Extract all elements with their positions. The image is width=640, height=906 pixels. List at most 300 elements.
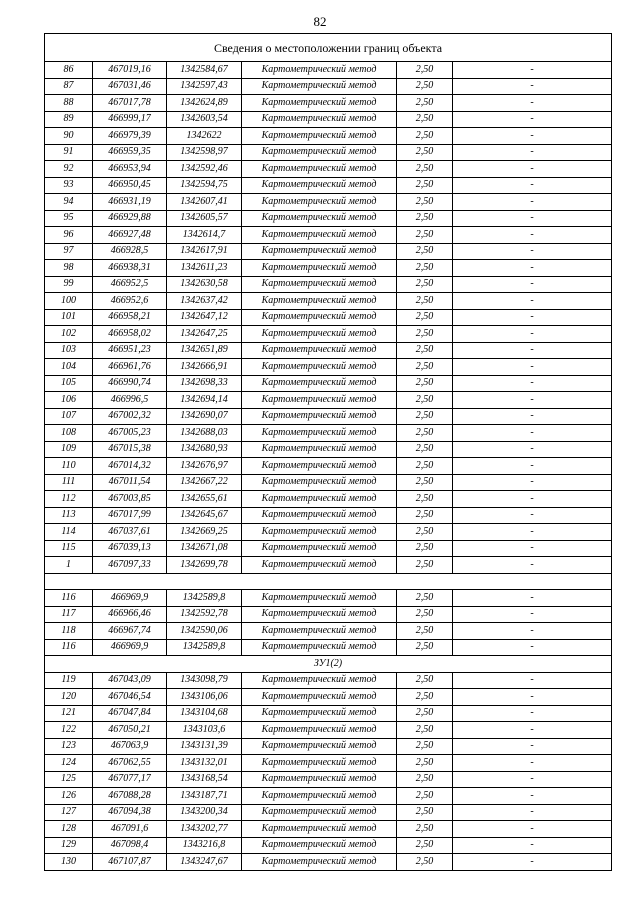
accuracy-cell: 2,50 <box>397 788 453 805</box>
coord-y-cell: 1342594,75 <box>167 177 242 194</box>
note-cell: - <box>453 227 612 244</box>
coord-y-cell: 1343202,77 <box>167 821 242 838</box>
point-number-cell: 109 <box>45 441 93 458</box>
coord-x-cell: 467062,55 <box>93 755 167 772</box>
note-cell: - <box>453 425 612 442</box>
coord-x-cell: 467017,99 <box>93 507 167 524</box>
point-number-cell: 105 <box>45 375 93 392</box>
note-cell: - <box>453 755 612 772</box>
coord-y-cell: 1342614,7 <box>167 227 242 244</box>
section-header-row <box>45 656 612 673</box>
method-cell: Картометрический метод <box>242 639 397 656</box>
table-row <box>45 194 612 211</box>
accuracy-cell: 2,50 <box>397 144 453 161</box>
coord-x-cell: 466952,6 <box>93 293 167 310</box>
method-cell: Картометрический метод <box>242 507 397 524</box>
table-row <box>45 359 612 376</box>
table-title-row <box>45 34 612 62</box>
accuracy-cell: 2,50 <box>397 804 453 821</box>
table-row <box>45 392 612 409</box>
coord-x-cell: 466969,9 <box>93 590 167 607</box>
table-row <box>45 837 612 854</box>
table-row <box>45 524 612 541</box>
point-number-cell: 112 <box>45 491 93 508</box>
coord-x-cell: 467043,09 <box>93 672 167 689</box>
coord-x-cell: 466959,35 <box>93 144 167 161</box>
accuracy-cell: 2,50 <box>397 672 453 689</box>
note-cell: - <box>453 722 612 739</box>
accuracy-cell: 2,50 <box>397 441 453 458</box>
note-cell: - <box>453 177 612 194</box>
note-cell: - <box>453 78 612 95</box>
accuracy-cell: 2,50 <box>397 243 453 260</box>
accuracy-cell: 2,50 <box>397 738 453 755</box>
coord-y-cell: 1343104,68 <box>167 705 242 722</box>
method-cell: Картометрический метод <box>242 111 397 128</box>
point-number-cell: 116 <box>45 639 93 656</box>
note-cell: - <box>453 408 612 425</box>
method-cell: Картометрический метод <box>242 177 397 194</box>
accuracy-cell: 2,50 <box>397 194 453 211</box>
method-cell: Картометрический метод <box>242 755 397 772</box>
coord-y-cell: 1342605,57 <box>167 210 242 227</box>
accuracy-cell: 2,50 <box>397 62 453 79</box>
coord-x-cell: 466938,31 <box>93 260 167 277</box>
method-cell: Картометрический метод <box>242 590 397 607</box>
coord-x-cell: 466979,39 <box>93 128 167 145</box>
method-cell: Картометрический метод <box>242 326 397 343</box>
coord-x-cell: 466996,5 <box>93 392 167 409</box>
note-cell: - <box>453 95 612 112</box>
table-row <box>45 326 612 343</box>
method-cell: Картометрический метод <box>242 557 397 574</box>
coord-y-cell: 1343106,06 <box>167 689 242 706</box>
note-cell: - <box>453 557 612 574</box>
method-cell: Картометрический метод <box>242 161 397 178</box>
coord-y-cell: 1343103,6 <box>167 722 242 739</box>
note-cell: - <box>453 524 612 541</box>
coord-x-cell: 466958,02 <box>93 326 167 343</box>
accuracy-cell: 2,50 <box>397 821 453 838</box>
point-number-cell: 87 <box>45 78 93 95</box>
coord-x-cell: 467011,54 <box>93 474 167 491</box>
table-row <box>45 260 612 277</box>
coord-y-cell: 1342699,78 <box>167 557 242 574</box>
accuracy-cell: 2,50 <box>397 210 453 227</box>
accuracy-cell: 2,50 <box>397 326 453 343</box>
method-cell: Картометрический метод <box>242 458 397 475</box>
accuracy-cell: 2,50 <box>397 474 453 491</box>
method-cell: Картометрический метод <box>242 342 397 359</box>
table-row <box>45 689 612 706</box>
coord-x-cell: 467003,85 <box>93 491 167 508</box>
note-cell: - <box>453 738 612 755</box>
point-number-cell: 101 <box>45 309 93 326</box>
accuracy-cell: 2,50 <box>397 837 453 854</box>
table-row <box>45 408 612 425</box>
coord-y-cell: 1342669,25 <box>167 524 242 541</box>
table-body <box>45 34 612 871</box>
point-number-cell: 128 <box>45 821 93 838</box>
coord-x-cell: 467050,21 <box>93 722 167 739</box>
coord-x-cell: 467077,17 <box>93 771 167 788</box>
method-cell: Картометрический метод <box>242 788 397 805</box>
coord-y-cell: 1343168,54 <box>167 771 242 788</box>
table-row <box>45 557 612 574</box>
note-cell: - <box>453 672 612 689</box>
accuracy-cell: 2,50 <box>397 227 453 244</box>
table-row <box>45 639 612 656</box>
coord-x-cell: 467047,84 <box>93 705 167 722</box>
method-cell: Картометрический метод <box>242 293 397 310</box>
accuracy-cell: 2,50 <box>397 78 453 95</box>
note-cell: - <box>453 144 612 161</box>
note-cell: - <box>453 474 612 491</box>
coord-y-cell: 1342598,97 <box>167 144 242 161</box>
coord-y-cell: 1342694,14 <box>167 392 242 409</box>
accuracy-cell: 2,50 <box>397 623 453 640</box>
coord-y-cell: 1342584,67 <box>167 62 242 79</box>
coord-x-cell: 466929,88 <box>93 210 167 227</box>
method-cell: Картометрический метод <box>242 359 397 376</box>
point-number-cell: 127 <box>45 804 93 821</box>
coord-x-cell: 466999,17 <box>93 111 167 128</box>
table-row <box>45 144 612 161</box>
table-row <box>45 804 612 821</box>
coord-y-cell: 1343216,8 <box>167 837 242 854</box>
accuracy-cell: 2,50 <box>397 95 453 112</box>
note-cell: - <box>453 111 612 128</box>
accuracy-cell: 2,50 <box>397 161 453 178</box>
coord-x-cell: 467031,46 <box>93 78 167 95</box>
point-number-cell: 121 <box>45 705 93 722</box>
method-cell: Картометрический метод <box>242 738 397 755</box>
method-cell: Картометрический метод <box>242 425 397 442</box>
table-row <box>45 177 612 194</box>
method-cell: Картометрический метод <box>242 128 397 145</box>
coord-x-cell: 466931,19 <box>93 194 167 211</box>
note-cell: - <box>453 342 612 359</box>
coord-y-cell: 1343247,67 <box>167 854 242 871</box>
coord-y-cell: 1342622 <box>167 128 242 145</box>
table-row <box>45 738 612 755</box>
accuracy-cell: 2,50 <box>397 557 453 574</box>
method-cell: Картометрический метод <box>242 722 397 739</box>
method-cell: Картометрический метод <box>242 309 397 326</box>
table-row <box>45 309 612 326</box>
coord-y-cell: 1342617,91 <box>167 243 242 260</box>
coord-y-cell: 1342655,61 <box>167 491 242 508</box>
coord-x-cell: 467063,9 <box>93 738 167 755</box>
method-cell: Картометрический метод <box>242 441 397 458</box>
table-row <box>45 771 612 788</box>
coord-x-cell: 467002,32 <box>93 408 167 425</box>
accuracy-cell: 2,50 <box>397 260 453 277</box>
point-number-cell: 111 <box>45 474 93 491</box>
accuracy-cell: 2,50 <box>397 293 453 310</box>
accuracy-cell: 2,50 <box>397 507 453 524</box>
method-cell: Картометрический метод <box>242 95 397 112</box>
coord-y-cell: 1342647,25 <box>167 326 242 343</box>
accuracy-cell: 2,50 <box>397 689 453 706</box>
method-cell: Картометрический метод <box>242 524 397 541</box>
coord-x-cell: 467088,28 <box>93 788 167 805</box>
point-number-cell: 117 <box>45 606 93 623</box>
point-number-cell: 98 <box>45 260 93 277</box>
point-number-cell: 116 <box>45 590 93 607</box>
point-number-cell: 120 <box>45 689 93 706</box>
note-cell: - <box>453 507 612 524</box>
table-row <box>45 293 612 310</box>
note-cell: - <box>453 458 612 475</box>
boundary-coordinates-table <box>44 33 612 871</box>
point-number-cell: 119 <box>45 672 93 689</box>
table-row <box>45 128 612 145</box>
note-cell: - <box>453 359 612 376</box>
note-cell: - <box>453 606 612 623</box>
table-row <box>45 722 612 739</box>
note-cell: - <box>453 689 612 706</box>
table-row <box>45 507 612 524</box>
page-number: 82 <box>313 14 327 29</box>
coord-y-cell: 1342589,8 <box>167 590 242 607</box>
coord-x-cell: 467015,38 <box>93 441 167 458</box>
coord-x-cell: 466950,45 <box>93 177 167 194</box>
note-cell: - <box>453 210 612 227</box>
note-cell: - <box>453 821 612 838</box>
coord-y-cell: 1342667,22 <box>167 474 242 491</box>
note-cell: - <box>453 260 612 277</box>
accuracy-cell: 2,50 <box>397 524 453 541</box>
note-cell: - <box>453 441 612 458</box>
point-number-cell: 1 <box>45 557 93 574</box>
method-cell: Картометрический метод <box>242 705 397 722</box>
note-cell: - <box>453 854 612 871</box>
table-row <box>45 227 612 244</box>
note-cell: - <box>453 243 612 260</box>
accuracy-cell: 2,50 <box>397 540 453 557</box>
coord-x-cell: 467037,61 <box>93 524 167 541</box>
section-label <box>45 573 612 590</box>
point-number-cell: 122 <box>45 722 93 739</box>
note-cell: - <box>453 375 612 392</box>
table-row <box>45 161 612 178</box>
table-row <box>45 474 612 491</box>
point-number-cell: 90 <box>45 128 93 145</box>
coord-y-cell: 1342630,58 <box>167 276 242 293</box>
method-cell: Картометрический метод <box>242 62 397 79</box>
coord-x-cell: 466958,21 <box>93 309 167 326</box>
coord-x-cell: 466953,94 <box>93 161 167 178</box>
point-number-cell: 96 <box>45 227 93 244</box>
accuracy-cell: 2,50 <box>397 408 453 425</box>
point-number-cell: 91 <box>45 144 93 161</box>
coord-y-cell: 1342698,33 <box>167 375 242 392</box>
point-number-cell: 94 <box>45 194 93 211</box>
accuracy-cell: 2,50 <box>397 458 453 475</box>
point-number-cell: 118 <box>45 623 93 640</box>
accuracy-cell: 2,50 <box>397 755 453 772</box>
coord-y-cell: 1342607,41 <box>167 194 242 211</box>
coord-y-cell: 1342603,54 <box>167 111 242 128</box>
separator-row <box>45 573 612 590</box>
accuracy-cell: 2,50 <box>397 590 453 607</box>
table-row <box>45 540 612 557</box>
note-cell: - <box>453 62 612 79</box>
table-row <box>45 375 612 392</box>
coord-y-cell: 1342590,06 <box>167 623 242 640</box>
coord-x-cell: 467046,54 <box>93 689 167 706</box>
coord-x-cell: 466927,48 <box>93 227 167 244</box>
coord-y-cell: 1342597,43 <box>167 78 242 95</box>
coord-y-cell: 1342680,93 <box>167 441 242 458</box>
coord-x-cell: 467098,4 <box>93 837 167 854</box>
coord-y-cell: 1342671,08 <box>167 540 242 557</box>
point-number-cell: 100 <box>45 293 93 310</box>
accuracy-cell: 2,50 <box>397 491 453 508</box>
point-number-cell: 88 <box>45 95 93 112</box>
coord-y-cell: 1342690,07 <box>167 408 242 425</box>
note-cell: - <box>453 293 612 310</box>
coord-y-cell: 1342645,67 <box>167 507 242 524</box>
coord-y-cell: 1342688,03 <box>167 425 242 442</box>
table-row <box>45 62 612 79</box>
accuracy-cell: 2,50 <box>397 392 453 409</box>
method-cell: Картометрический метод <box>242 672 397 689</box>
point-number-cell: 126 <box>45 788 93 805</box>
note-cell: - <box>453 590 612 607</box>
coord-y-cell: 1343131,39 <box>167 738 242 755</box>
point-number-cell: 92 <box>45 161 93 178</box>
method-cell: Картометрический метод <box>242 623 397 640</box>
method-cell: Картометрический метод <box>242 194 397 211</box>
coord-x-cell: 467094,38 <box>93 804 167 821</box>
method-cell: Картометрический метод <box>242 210 397 227</box>
method-cell: Картометрический метод <box>242 837 397 854</box>
note-cell: - <box>453 837 612 854</box>
note-cell: - <box>453 309 612 326</box>
coord-x-cell: 466928,5 <box>93 243 167 260</box>
point-number-cell: 115 <box>45 540 93 557</box>
point-number-cell: 129 <box>45 837 93 854</box>
accuracy-cell: 2,50 <box>397 705 453 722</box>
table-row <box>45 458 612 475</box>
method-cell: Картометрический метод <box>242 392 397 409</box>
coord-x-cell: 467005,23 <box>93 425 167 442</box>
table-row <box>45 210 612 227</box>
point-number-cell: 125 <box>45 771 93 788</box>
coord-x-cell: 467017,78 <box>93 95 167 112</box>
method-cell: Картометрический метод <box>242 854 397 871</box>
point-number-cell: 99 <box>45 276 93 293</box>
coord-y-cell: 1343200,34 <box>167 804 242 821</box>
coord-y-cell: 1343098,79 <box>167 672 242 689</box>
method-cell: Картометрический метод <box>242 260 397 277</box>
coord-x-cell: 467039,13 <box>93 540 167 557</box>
coord-x-cell: 467091,6 <box>93 821 167 838</box>
table-row <box>45 590 612 607</box>
method-cell: Картометрический метод <box>242 408 397 425</box>
accuracy-cell: 2,50 <box>397 771 453 788</box>
table-row <box>45 243 612 260</box>
method-cell: Картометрический метод <box>242 144 397 161</box>
accuracy-cell: 2,50 <box>397 722 453 739</box>
table-row <box>45 606 612 623</box>
coord-y-cell: 1342611,23 <box>167 260 242 277</box>
coord-y-cell: 1342647,12 <box>167 309 242 326</box>
note-cell: - <box>453 161 612 178</box>
accuracy-cell: 2,50 <box>397 111 453 128</box>
point-number-cell: 108 <box>45 425 93 442</box>
coord-x-cell: 466952,5 <box>93 276 167 293</box>
note-cell: - <box>453 326 612 343</box>
table-title: Сведения о местоположении границ объекта <box>45 34 612 62</box>
method-cell: Картометрический метод <box>242 821 397 838</box>
table-row <box>45 705 612 722</box>
table-row <box>45 854 612 871</box>
note-cell: - <box>453 128 612 145</box>
coord-y-cell: 1343132,01 <box>167 755 242 772</box>
table-row <box>45 755 612 772</box>
point-number-cell: 114 <box>45 524 93 541</box>
table-row <box>45 441 612 458</box>
accuracy-cell: 2,50 <box>397 276 453 293</box>
coord-y-cell: 1342676,97 <box>167 458 242 475</box>
accuracy-cell: 2,50 <box>397 375 453 392</box>
coord-y-cell: 1343187,71 <box>167 788 242 805</box>
method-cell: Картометрический метод <box>242 804 397 821</box>
point-number-cell: 107 <box>45 408 93 425</box>
method-cell: Картометрический метод <box>242 375 397 392</box>
accuracy-cell: 2,50 <box>397 639 453 656</box>
coord-y-cell: 1342592,78 <box>167 606 242 623</box>
coord-x-cell: 466951,23 <box>93 342 167 359</box>
table-row <box>45 821 612 838</box>
table-row <box>45 788 612 805</box>
coord-x-cell: 466990,74 <box>93 375 167 392</box>
note-cell: - <box>453 705 612 722</box>
point-number-cell: 113 <box>45 507 93 524</box>
table-row <box>45 425 612 442</box>
method-cell: Картометрический метод <box>242 491 397 508</box>
accuracy-cell: 2,50 <box>397 854 453 871</box>
table-row <box>45 78 612 95</box>
note-cell: - <box>453 194 612 211</box>
point-number-cell: 104 <box>45 359 93 376</box>
accuracy-cell: 2,50 <box>397 309 453 326</box>
note-cell: - <box>453 392 612 409</box>
coord-x-cell: 467014,32 <box>93 458 167 475</box>
method-cell: Картометрический метод <box>242 540 397 557</box>
note-cell: - <box>453 771 612 788</box>
point-number-cell: 89 <box>45 111 93 128</box>
point-number-cell: 86 <box>45 62 93 79</box>
point-number-cell: 103 <box>45 342 93 359</box>
accuracy-cell: 2,50 <box>397 342 453 359</box>
coord-x-cell: 466967,74 <box>93 623 167 640</box>
note-cell: - <box>453 804 612 821</box>
accuracy-cell: 2,50 <box>397 177 453 194</box>
point-number-cell: 102 <box>45 326 93 343</box>
method-cell: Картометрический метод <box>242 243 397 260</box>
accuracy-cell: 2,50 <box>397 425 453 442</box>
point-number-cell: 110 <box>45 458 93 475</box>
table-row <box>45 276 612 293</box>
method-cell: Картометрический метод <box>242 474 397 491</box>
coord-x-cell: 467019,16 <box>93 62 167 79</box>
point-number-cell: 95 <box>45 210 93 227</box>
method-cell: Картометрический метод <box>242 606 397 623</box>
